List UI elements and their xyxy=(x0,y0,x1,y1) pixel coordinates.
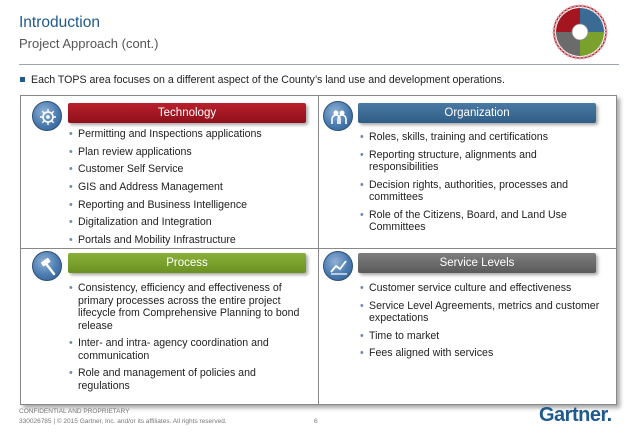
network-gear-icon xyxy=(32,101,62,131)
service-levels-list xyxy=(360,282,600,365)
page-title: Introduction xyxy=(19,14,100,31)
process-header: Process xyxy=(68,253,306,273)
list-item: • Reporting and Business Intelligence xyxy=(69,199,309,217)
list-item: • Roles, skills, training and certifications xyxy=(360,131,600,144)
organization-header: Organization xyxy=(358,103,596,123)
copyright-notice: 330026785 | © 2015 Gartner, Inc. and/or its affiliates. All rights reserved. xyxy=(19,418,227,425)
list-item: • Role and management of policies and regulations xyxy=(69,367,309,392)
bullet-square-icon xyxy=(20,77,25,82)
intro-bullet xyxy=(20,74,505,86)
service-levels-header: Service Levels xyxy=(358,253,596,273)
list-item: • Consistency, efficiency and effectiveness of primary processes across the entire project lifecycle from Comprehensive Planning to bond release xyxy=(69,282,309,332)
hammer-icon xyxy=(32,251,62,281)
technology-list xyxy=(69,128,309,252)
header-rule xyxy=(19,64,619,65)
list-item: • Portals and Mobility Infrastructure xyxy=(69,234,309,252)
list-item: • Service Level Agreements, metrics and customer expectations xyxy=(360,300,600,325)
gartner-logo: Gartner. xyxy=(539,404,612,426)
list-item: • Time to market xyxy=(360,330,600,343)
tops-wheel-icon xyxy=(539,4,621,60)
list-item: • Digitalization and Integration xyxy=(69,216,309,234)
vertical-divider xyxy=(318,95,319,405)
intro-text: Each TOPS area focuses on a different aspect of the County’s land use and development operations. xyxy=(31,74,505,86)
confidential-notice: CONFIDENTIAL AND PROPRIETARY xyxy=(19,408,130,415)
list-item: • Fees aligned with services xyxy=(360,347,600,360)
list-item: • Customer service culture and effectiveness xyxy=(360,282,600,295)
process-list xyxy=(69,282,309,397)
list-item: • Decision rights, authorities, processes and committees xyxy=(360,179,600,204)
page-subtitle: Project Approach (cont.) xyxy=(19,36,159,51)
trend-chart-icon xyxy=(323,251,353,281)
list-item: • Permitting and Inspections applications xyxy=(69,128,309,146)
technology-header: Technology xyxy=(68,103,306,123)
list-item: • Plan review applications xyxy=(69,146,309,164)
list-item: • GIS and Address Management xyxy=(69,181,309,199)
list-item: • Inter- and intra- agency coordination and communication xyxy=(69,337,309,362)
organization-list xyxy=(360,131,600,239)
page-number: 6 xyxy=(314,418,318,425)
people-icon xyxy=(323,101,353,131)
list-item: • Reporting structure, alignments and responsibilities xyxy=(360,149,600,174)
list-item: • Customer Self Service xyxy=(69,163,309,181)
list-item: • Role of the Citizens, Board, and Land Use Committees xyxy=(360,209,600,234)
